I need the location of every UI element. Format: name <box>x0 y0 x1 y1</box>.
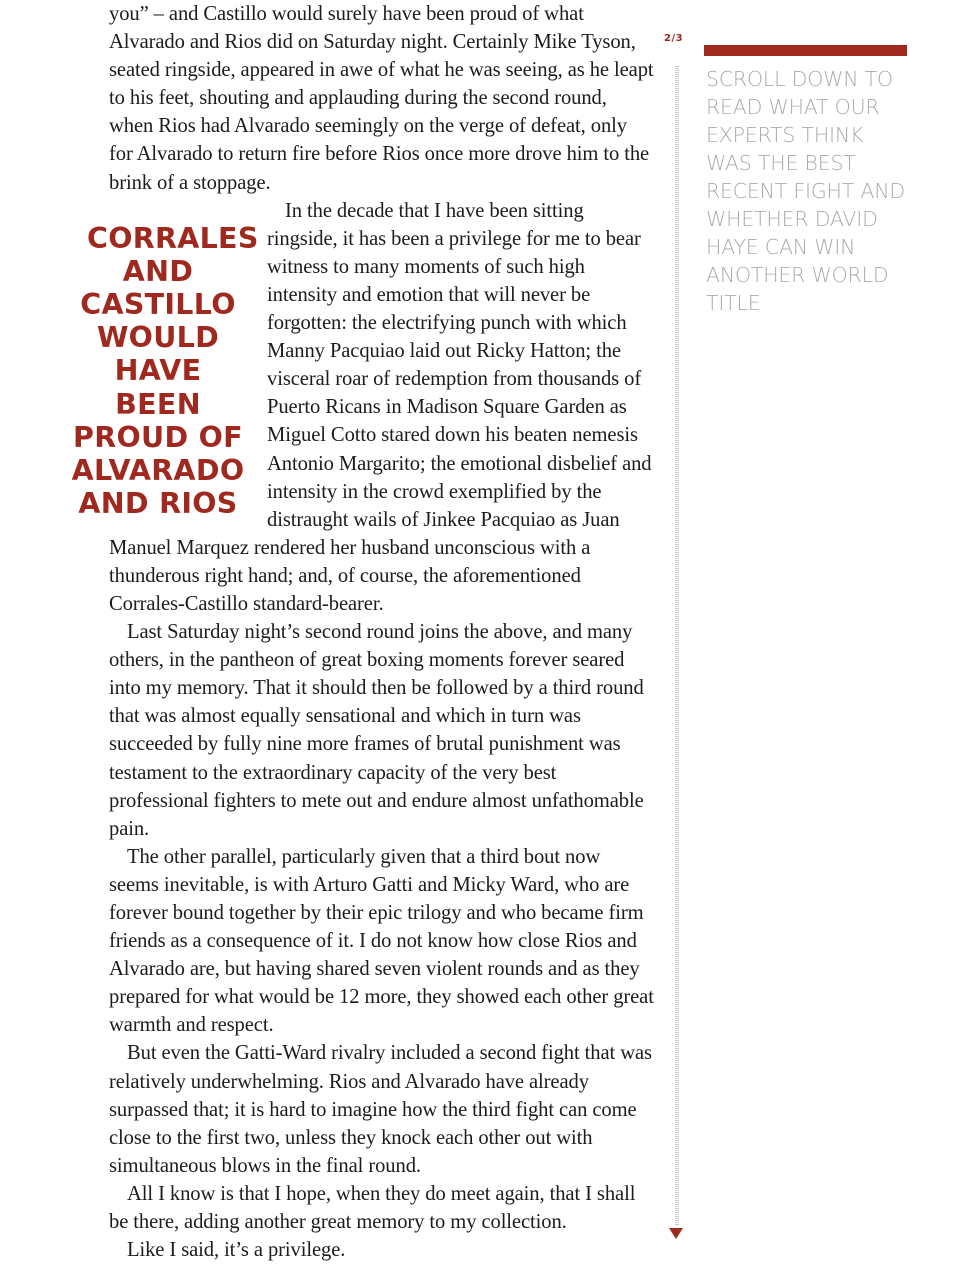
scroll-track[interactable] <box>675 66 679 1226</box>
article-paragraph-with-quote <box>71 197 654 618</box>
sidebar-divider <box>704 45 907 56</box>
article-paragraph: The other parallel, particularly given that a third bout now seems inevitable, is with Arturo Gatti and Micky Ward, who are forever bound together by their epic trilogy and who became firm friends as a consequence of it. I do not know how close Rios and Alvarado are, but having shared seven violent rounds and as they prepared for what would be 12 more, they showed each other great warmth and respect. <box>109 845 654 1037</box>
pull-quote: CORRALES AND CASTILLO WOULD HAVE BEEN PROUD OF ALVARADO AND RIOS <box>71 221 259 521</box>
article-paragraph: Like I said, it’s a privilege. <box>127 1239 346 1262</box>
article-body <box>71 0 654 1264</box>
scroll-down-arrow-icon[interactable] <box>669 1228 683 1239</box>
page-indicator: 2/3 <box>664 33 684 44</box>
article-paragraph: But even the Gatti-Ward rivalry included a second fight that was relatively underwhelming. Rios and Alvarado have already surpassed that; it is hard to imagine how the third fight can come close to the first two, unless they knock each other out with simultaneous blows in the final round. <box>109 1042 652 1177</box>
article-paragraph: you” – and Castillo would surely have been proud of what Alvarado and Rios did on Saturday night. Certainly Mike Tyson, seated ringside, appeared in awe of what he was seeing, as he leapt to his feet, shouting and applauding during the second round, when Rios had Alvarado seemingly on the verge of defeat, only for Alvarado to return fire before Rios once more drove him to the brink of a stoppage. <box>109 3 654 194</box>
sidebar-scroll-prompt: SCROLL DOWN TO READ WHAT OUR EXPERTS THINK WAS THE BEST RECENT FIGHT AND WHETHER DAVID HAYE CAN WIN ANOTHER WORLD TITLE <box>706 67 905 315</box>
article-paragraph-text: In the decade that I have been sitting ringside, it has been a privilege for me to bear witness to many moments of such high intensity and emotion that will never be forgotten: the electrifying punch with which Manny Pacquiao laid out Ricky Hatton; the visceral roar of redemption from thousands of Puerto Ricans in Madison Square Garden as Miguel Cotto stared down his beaten nemesis Antonio Margarito; the emotional disbelief and intensity in the crowd exemplified by the distraught wails of Jinkee Pacquiao as Juan Manuel Marquez rendered her husband unconscious with a thunderous right hand; and, of course, the aforementioned Corrales-Castillo standard-bearer. <box>109 199 652 615</box>
article-paragraph: All I know is that I hope, when they do meet again, that I shall be there, adding another great memory to my collection. <box>109 1182 636 1234</box>
article-paragraph: Last Saturday night’s second round joins the above, and many others, in the pantheon of great boxing moments forever seared into my memory. That it should then be followed by a third round that was almost equally sensational and which in turn was succeeded by fully nine more frames of brutal punishment was testament to the extraordinary capacity of the very best professional fighters to mete out and endure almost unfathomable pain. <box>109 621 644 840</box>
